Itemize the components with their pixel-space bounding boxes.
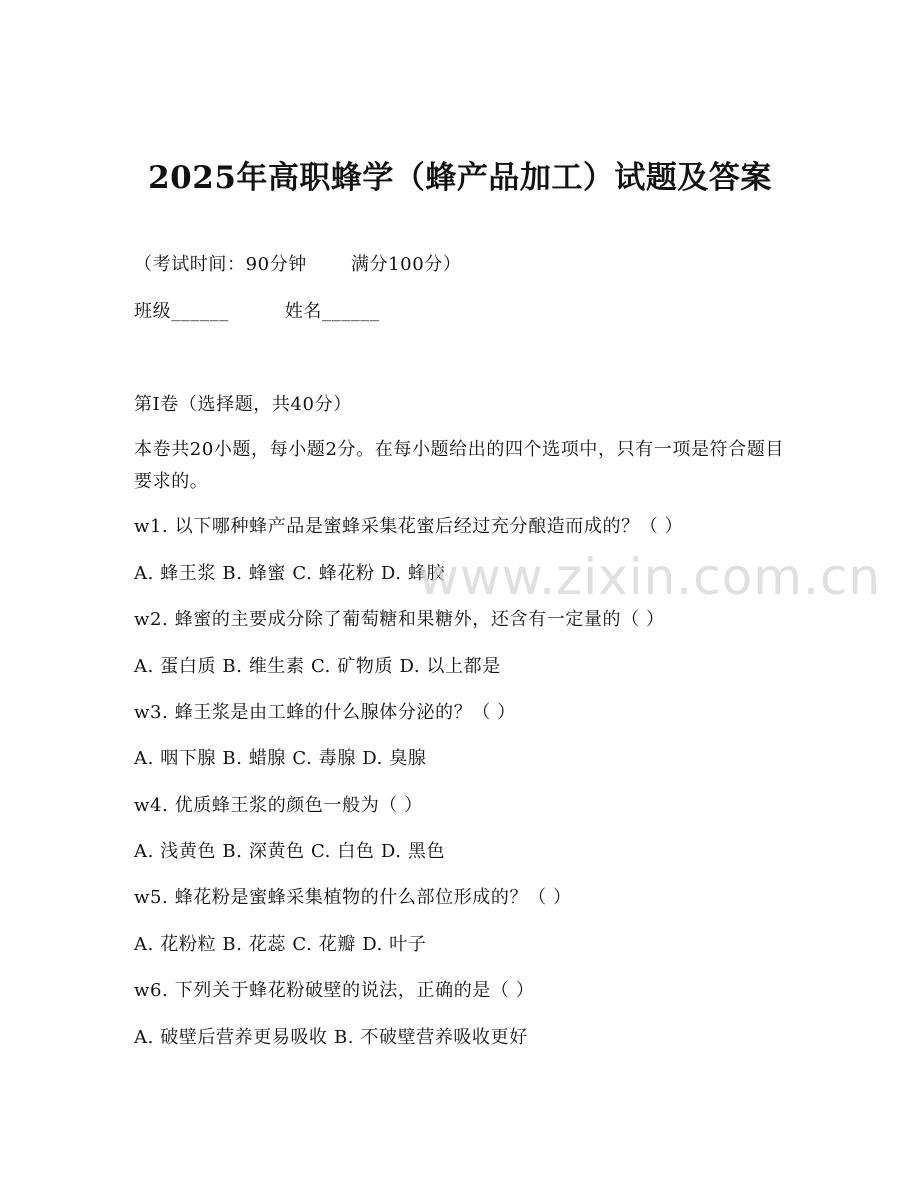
exam-time: （考试时间：90分钟 — [134, 254, 307, 275]
name-field-label: 姓名______ — [284, 301, 380, 322]
section-instructions: 本卷共20小题，每小题2分。在每小题给出的四个选项中，只有一项是符合题目要求的。 — [134, 439, 784, 492]
student-fields — [134, 299, 380, 325]
question-4-options: A. 浅黄色 B. 深黄色 C. 白色 D. 黑色 — [134, 841, 446, 862]
exam-info — [134, 252, 461, 278]
class-field-label: 班级______ — [134, 301, 229, 322]
question-3-stem: w3. 蜂王浆是由工蜂的什么腺体分泌的？（ ） — [134, 702, 516, 723]
exam-score: 满分100分） — [350, 254, 462, 275]
question-3-options: A. 咽下腺 B. 蜡腺 C. 毒腺 D. 臭腺 — [134, 748, 427, 769]
question-1-stem: w1. 以下哪种蜂产品是蜜蜂采集花蜜后经过充分酿造而成的？（ ） — [134, 516, 684, 537]
question-4-stem: w4. 优质蜂王浆的颜色一般为（ ） — [134, 795, 423, 816]
section-heading: 第I卷（选择题，共40分） — [134, 394, 352, 415]
page-title: 2025年高职蜂学（蜂产品加工）试题及答案 — [148, 160, 772, 196]
question-5-options: A. 花粉粒 B. 花蕊 C. 花瓣 D. 叶子 — [134, 934, 427, 955]
question-5-stem: w5. 蜂花粉是蜜蜂采集植物的什么部位形成的？（ ） — [134, 887, 572, 908]
question-2-stem: w2. 蜂蜜的主要成分除了葡萄糖和果糖外，还含有一定量的（ ） — [134, 609, 665, 630]
watermark: www.zixin.com.cn — [418, 548, 882, 606]
question-2-options: A. 蛋白质 B. 维生素 C. 矿物质 D. 以上都是 — [134, 656, 501, 677]
question-6-stem: w6. 下列关于蜂花粉破壁的说法，正确的是（ ） — [134, 980, 535, 1001]
question-1-options: A. 蜂王浆 B. 蜂蜜 C. 蜂花粉 D. 蜂胶 — [134, 563, 446, 584]
question-6-options: A. 破壁后营养更易吸收 B. 不破壁营养吸收更好 — [134, 1027, 528, 1048]
